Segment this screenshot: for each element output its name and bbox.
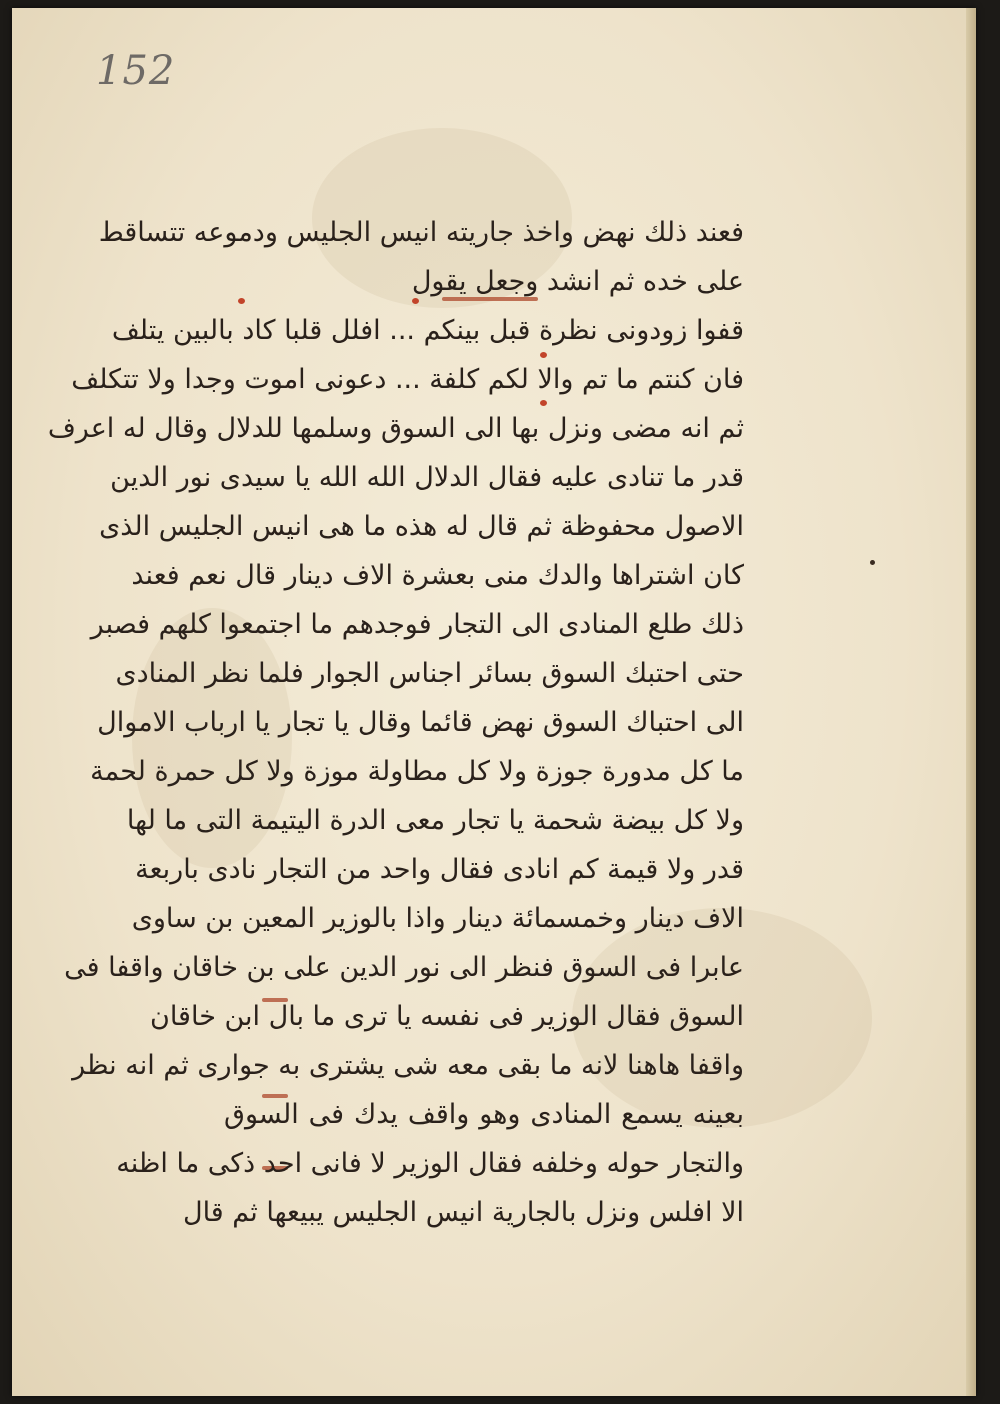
text-line: قدر ما تنادى عليه فقال الدلال الله الله يا سيدى نور الدين — [110, 462, 744, 493]
text-line: ما كل مدورة جوزة ولا كل مطاولة موزة ولا كل حمرة لحمة — [90, 756, 744, 787]
text-line: قدر ولا قيمة كم انادى فقال واحد من التجار نادى باربعة — [135, 854, 744, 885]
text-line: ولا كل بيضة شحمة يا تجار معى الدرة اليتيمة التى ما لها — [126, 805, 744, 836]
manuscript-text — [47, 208, 744, 1237]
text-line: فان كنتم ما تم والا لكم كلفة ... دعونى اموت وجدا ولا تتكلف — [71, 364, 744, 395]
text-line: السوق فقال الوزير فى نفسه يا ترى ما بال ابن خاقان — [150, 1001, 744, 1032]
folio-number: 152 — [96, 48, 176, 94]
page-edge — [966, 8, 976, 1396]
text-line: ثم انه مضى ونزل بها الى السوق وسلمها للدلال وقال له اعرف — [47, 413, 744, 444]
text-line: واقفا هاهنا لانه ما بقى معه شى يشترى به جوارى ثم انه نظر — [72, 1050, 744, 1081]
text-line: الى احتباك السوق نهض قائما وقال يا تجار يا ارباب الاموال — [97, 707, 744, 738]
text-line: بعينه يسمع المنادى وهو واقف يدك فى السوق — [224, 1099, 744, 1130]
text-line: فعند ذلك نهض واخذ جاريته انيس الجليس ودموعه تتساقط — [98, 217, 744, 248]
text-line: والتجار حوله وخلفه فقال الوزير لا فانى احد ذكى ما اظنه — [116, 1148, 744, 1179]
text-line: قفوا زودونى نظرة قبل بينكم ... افلل قلبا كاد بالبين يتلف — [111, 315, 744, 346]
text-line: ذلك طلع المنادى الى التجار فوجدهم ما اجتمعوا كلهم فصبر — [90, 609, 744, 640]
text-line: الاصول محفوظة ثم قال له هذه ما هى انيس الجليس الذى — [99, 511, 744, 542]
margin-dot — [870, 560, 875, 565]
text-line: الا افلس ونزل بالجارية انيس الجليس يبيعها ثم قال — [182, 1197, 744, 1228]
text-line: كان اشتراها والدك منى بعشرة الاف دينار قال نعم فعند — [131, 560, 744, 591]
text-line: عابرا فى السوق فنظر الى نور الدين على بن خاقان واقفا فى — [64, 952, 744, 983]
text-line: الاف دينار وخمسمائة دينار واذا بالوزير المعين بن ساوى — [131, 903, 744, 934]
text-line: حتى احتبك السوق بسائر اجناس الجوار فلما نظر المنادى — [115, 658, 744, 689]
manuscript-page — [12, 8, 976, 1396]
text-line: على خده ثم انشد وجعل يقول — [411, 266, 744, 297]
